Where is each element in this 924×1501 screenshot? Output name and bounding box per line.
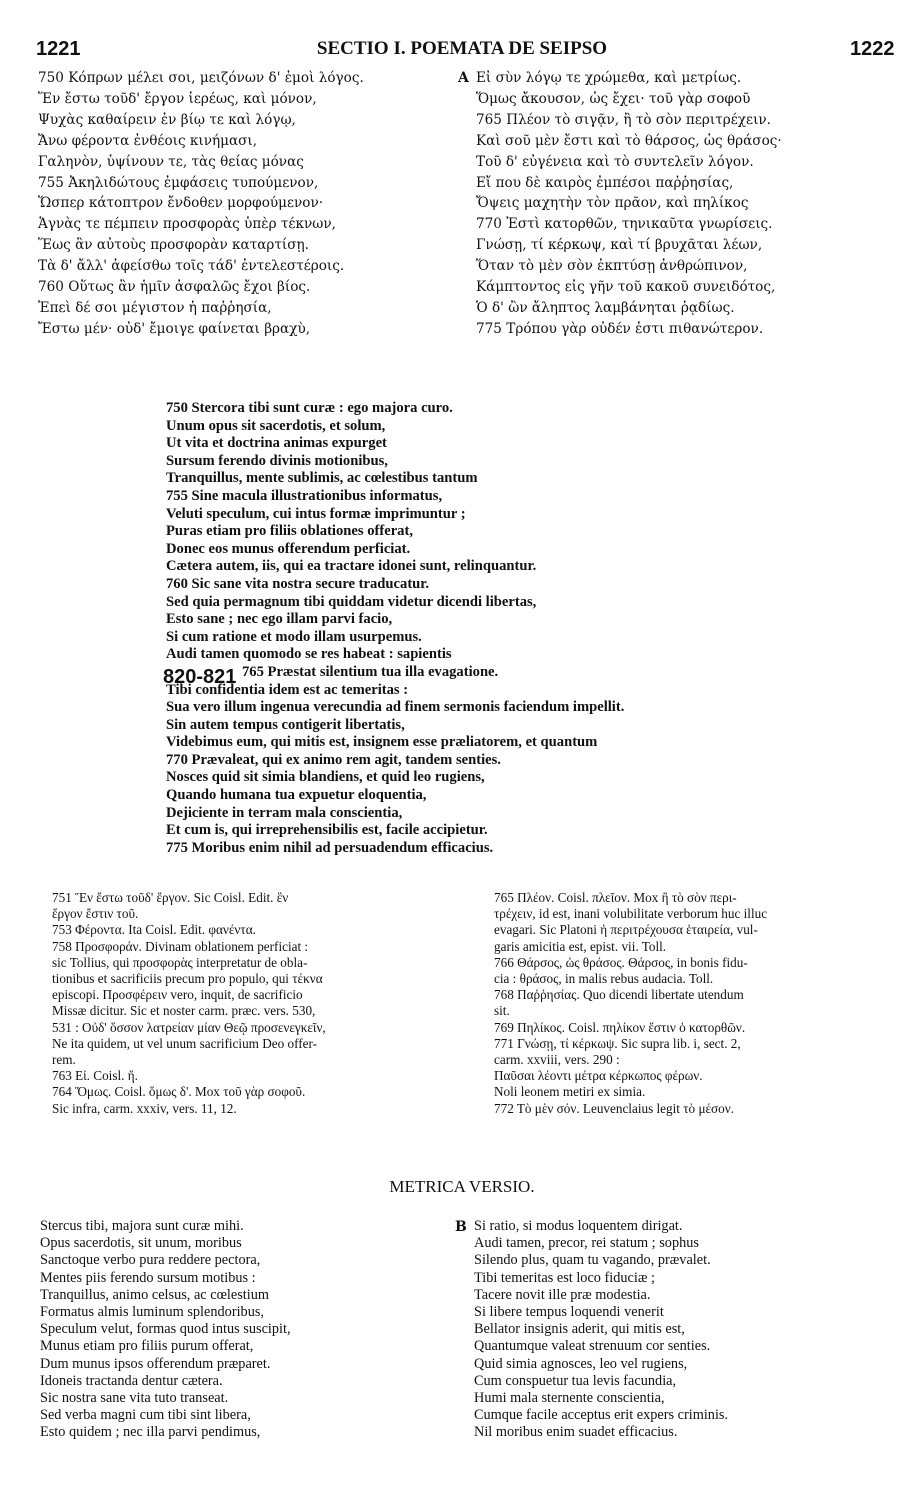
greek-verse-line: Ἐπεὶ δέ σοι μέγιστον ἡ παῤῥησία,: [38, 299, 272, 316]
latin-verse-line: Videbimus eum, qui mitis est, insignem esse præliatorem, et quantum: [166, 734, 598, 751]
metrica-verse-line: Humi mala sternente conscientia,: [474, 1390, 665, 1407]
note-line: Missæ dicitur. Sic et noster carm. præc. vers. 530,: [52, 1003, 316, 1019]
greek-verse-line: Ψυχὰς καθαίρειν ἐν βίῳ τε καὶ λόγῳ,: [38, 111, 296, 128]
greek-verse-line: Εἴ που δὲ καιρὸς ἐμπέσοι παῤῥησίας,: [476, 174, 734, 191]
greek-verse-line: 755 Ἀκηλιδώτους ἐμφάσεις τυπούμενον,: [38, 174, 319, 191]
latin-verse-line: Donec eos munus offerendum perficiat.: [166, 540, 411, 557]
latin-verse-line: 750 Stercora tibi sunt curæ : ego majora curo.: [166, 400, 453, 416]
metrica-column-left: [40, 1218, 291, 1442]
greek-verse-line: Ὅταν τὸ μὲν σὸν ἐκπτύσῃ ἀνθρώπινον,: [476, 258, 748, 275]
metrica-verse-line: Sanctoque verbo pura reddere pectora,: [40, 1252, 261, 1269]
metrica-verse-line: Si libere tempus loquendi venerit: [474, 1304, 664, 1321]
notes-column-right: [494, 890, 767, 1117]
note-line: carm. xxviii, vers. 290 :: [494, 1052, 620, 1068]
note-line: 765 Πλέον. Coisl. πλεῖον. Mox ἢ τὸ σὸν περι-: [494, 890, 737, 905]
latin-verse-line: Ut vita et doctrina animas expurget: [166, 435, 387, 452]
note-line: 769 Πηλίκος. Coisl. πηλίκον ἔστιν ὁ κατορθῶν.: [494, 1019, 746, 1035]
metrica-verse-line: Tibi temeritas est loco fiduciæ ;: [474, 1269, 655, 1286]
greek-column-left: [38, 68, 364, 340]
metrica-verse-line: Silendo plus, quam tu vagando, prævalet.: [474, 1252, 711, 1269]
note-line: sit.: [494, 1003, 510, 1019]
greek-verse-line: 765 Πλέον τὸ σιγᾷν, ἢ τὸ σὸν περιτρέχειν.: [476, 111, 771, 128]
metrica-verse-line: Idoneis tractanda dentur cætera.: [40, 1372, 223, 1389]
column-number-left: 1221: [36, 38, 81, 60]
note-line: 763 Εἰ. Coisl. ἤ.: [52, 1068, 138, 1084]
greek-verse-line: Ἁγνὰς τε πέμπειν προσφορὰς ὑπὲρ τέκνων,: [38, 216, 336, 233]
note-line: episcopi. Προσφέρειν vero, inquit, de sacrificio: [52, 987, 303, 1003]
note-line: τρέχειν, id est, inani volubilitate verborum huc illuc: [494, 906, 768, 922]
latin-verse-line: Sed quia permagnum tibi quiddam videtur dicendi libertas,: [166, 593, 537, 610]
metrica-verse-line: Esto quidem ; nec illa parvi pendimus,: [40, 1424, 261, 1441]
latin-verse-line: 765 Præstat silentium tua illa evagatione.: [242, 663, 499, 680]
page-title: SECTIO I. POEMATA DE SEIPSO: [316, 38, 608, 59]
note-line: 764 Ὅμως. Coisl. ὅμως δ'. Mox τοῦ γὰρ σοφοῦ.: [52, 1084, 306, 1100]
greek-verse-line: Ὄψεις μαχητὴν τὸν πρᾶον, καὶ πηλίκος: [476, 195, 749, 212]
greek-verse-line: Τὰ δ' ἄλλ' ἀφείσθω τοῖς τάδ' ἐντελεστέροις.: [38, 258, 345, 275]
latin-verse-line: Audi tamen quomodo se res habeat : sapientis: [166, 646, 452, 663]
note-line: 772 Τὸ μὲν σόν. Leuvenclaius legit τὸ μέσον.: [494, 1100, 735, 1116]
greek-verse-line: 760 Οὕτως ἂν ἡμῖν ἀσφαλῶς ἔχοι βίος.: [38, 279, 311, 296]
latin-verse-line: Quando humana tua expuetur eloquentia,: [166, 787, 427, 804]
latin-verse-line: Veluti speculum, cui intus formæ imprimuntur ;: [166, 505, 466, 522]
latin-verse-line: 775 Moribus enim nihil ad persuadendum efficacius.: [166, 839, 494, 856]
margin-marker-b: B: [455, 1219, 467, 1235]
metrica-verse-line: Sic nostra sane vita tuto transeat.: [40, 1390, 229, 1407]
latin-verse-line: Unum opus sit sacerdotis, et solum,: [166, 417, 386, 434]
note-line: Παῦσαι λέοντι μέτρα κέρκωπος φέρων.: [494, 1068, 703, 1084]
greek-verse-line: Γαληνὸν, ὑψίνουν τε, τὰς θείας μόνας: [38, 153, 304, 170]
greek-verse-line: Κάμπτοντος εἰς γῆν τοῦ κακοῦ συνειδότος,: [476, 279, 776, 296]
latin-verse-line: Dejiciente in terram mala conscientia,: [166, 804, 403, 821]
metrica-verse-line: Munus etiam pro filiis purum offerat,: [40, 1338, 254, 1355]
metrica-verse-line: Stercus tibi, majora sunt curæ mihi.: [40, 1218, 244, 1234]
metrica-verse-line: Opus sacerdotis, sit unum, moribus: [40, 1235, 242, 1252]
note-line: 771 Γνώσῃ, τί κέρκωψ. Sic supra lib. i, sect. 2,: [494, 1035, 741, 1051]
latin-verse-line: Tranquillus, mente sublimis, ac cœlestibus tantum: [166, 470, 478, 487]
metrica-title: METRICA VERSIO.: [389, 1177, 535, 1196]
note-line: Noli leonem metiri ex simia.: [494, 1084, 646, 1100]
metrica-verse-line: Quantumque valeat strenuum cor senties.: [474, 1338, 711, 1355]
latin-verse-line: 760 Sic sane vita nostra secure traducatur.: [166, 575, 430, 592]
latin-verse-line: Nosces quid sit simia blandiens, et quid leo rugiens,: [166, 769, 485, 786]
metrica-verse-line: Sed verba magni cum tibi sint libera,: [40, 1407, 251, 1424]
latin-verse-line: 770 Prævaleat, qui ex animo rem agit, tandem senties.: [166, 751, 501, 768]
note-line: ἔργον ἔστιν τοῦ.: [52, 906, 139, 922]
latin-verse-line: 755 Sine macula illustrationibus informatus,: [166, 487, 443, 504]
metrica-verse-line: Speculum velut, formas quod intus suscipit,: [40, 1321, 291, 1338]
note-line: rem.: [52, 1052, 76, 1068]
note-line: 753 Φέροντα. Ita Coisl. Edit. φανέντα.: [52, 922, 256, 938]
metrica-verse-line: Dum munus ipsos offerendum præparet.: [40, 1355, 271, 1372]
margin-marker-a: A: [458, 70, 469, 86]
latin-verse-line: Esto sane ; nec ego illam parvi facio,: [166, 611, 393, 628]
column-number-right: 1222: [850, 38, 895, 60]
latin-verse-line: Puras etiam pro filiis oblationes offerat,: [166, 523, 413, 540]
metrica-verse-line: Tacere novit ille præ modestia.: [474, 1286, 651, 1303]
greek-verse-line: Ἄνω φέροντα ἐνθέοις κινήμασι,: [38, 132, 258, 149]
note-line: 531 : Οὐδ' ὅσσον λατρείαν μίαν Θεῷ προσενεγκεῖν,: [52, 1019, 326, 1035]
metrica-verse-line: Nil moribus enim suadet efficacius.: [474, 1424, 678, 1441]
latin-translation: [166, 400, 624, 857]
greek-verse-line: Ἔστω μέν· οὐδ' ἔμοιγε φαίνεται βραχὺ,: [38, 320, 311, 337]
greek-verse-line: Ἕως ἂν αὐτοὺς προσφορὰν καταρτίσῃ.: [38, 237, 310, 254]
greek-verse-line: 770 Ἐστὶ κατορθῶν, τηνικαῦτα γνωρίσεις.: [476, 216, 773, 233]
metrica-column-right: [474, 1218, 728, 1442]
latin-verse-line: Tibi confidentia idem est ac temeritas :: [166, 681, 409, 698]
greek-verse-line: Ὅμως ἄκουσον, ὡς ἔχει· τοῦ γὰρ σοφοῦ: [476, 90, 751, 107]
metrica-verse-line: Bellator insignis aderit, qui mitis est,: [474, 1321, 685, 1338]
latin-verse-line: Si cum ratione et modo illam usurpemus.: [166, 628, 422, 645]
latin-verse-line: Sin autem tempus contigerit libertatis,: [166, 716, 405, 733]
migne-column-reference: 820-821: [163, 666, 237, 688]
greek-verse-line: Ὥσπερ κάτοπτρον ἔνδοθεν μορφούμενον·: [38, 195, 324, 212]
metrica-verse-line: Cum conspuetur tua levis facundia,: [474, 1372, 677, 1389]
metrica-verse-line: Tranquillus, animo celsus, ac cœlestium: [40, 1286, 269, 1303]
metrica-verse-line: Formatus almis luminum splendoribus,: [40, 1304, 264, 1321]
notes-column-left: [52, 890, 326, 1117]
note-line: 768 Παῤῥησίας. Quo dicendi libertate utendum: [494, 987, 744, 1003]
latin-verse-line: Cætera autem, iis, qui ea tractare idonei sunt, relinquantur.: [166, 558, 537, 575]
greek-verse-line: Εἰ σὺν λόγῳ τε χρώμεθα, καὶ μετρίως.: [476, 70, 742, 86]
metrica-verse-line: Audi tamen, precor, rei statum ; sophus: [474, 1235, 699, 1252]
note-line: 758 Προσφοράν. Divinam oblationem perficiat :: [52, 938, 309, 954]
metrica-verse-line: Quid simia agnosces, leo vel rugiens,: [474, 1355, 688, 1372]
note-line: evagari. Sic Platoni ἡ περιτρέχουσα ἑταιρεία, vul-: [494, 922, 758, 938]
greek-verse-line: 775 Τρόπου γὰρ οὐδέν ἐστι πιθανώτερον.: [476, 320, 764, 337]
note-line: Ne ita quidem, ut vel unum sacrificium Deo offer-: [52, 1035, 317, 1051]
note-line: garis amicitia est, epist. vii. Toll.: [494, 938, 667, 954]
greek-column-right: [476, 68, 782, 340]
greek-verse-line: 750 Κόπρων μέλει σοι, μειζόνων δ' ἐμοὶ λόγος.: [38, 70, 364, 86]
greek-verse-line: Τοῦ δ' εὐγένεια καὶ τὸ συντελεῖν λόγον.: [476, 153, 754, 170]
latin-verse-line: Et cum is, qui irreprehensibilis est, facile accipietur.: [166, 822, 488, 839]
metrica-verse-line: Si ratio, si modus loquentem dirigat.: [474, 1218, 683, 1234]
note-line: 766 Θάρσος, ὡς θράσος. Θάρσος, in bonis fidu-: [494, 954, 748, 970]
metrica-verse-line: Mentes piis ferendo sursum motibus :: [40, 1269, 256, 1286]
note-line: tionibus et sacrificiis precum pro populo, qui τέκνα: [52, 971, 323, 987]
note-line: cia : θράσος, in malis rebus audacia. Toll.: [494, 971, 714, 987]
note-line: sic Tollius, qui προσφορὰς interpretatur de obla-: [52, 954, 308, 970]
latin-verse-line: Sursum ferendo divinis motionibus,: [166, 452, 388, 469]
latin-verse-line: Sua vero illum ingenua verecundia ad finem sermonis faciendum impellit.: [166, 699, 625, 716]
note-line: 751 Ἕν ἔστω τοῦδ' ἔργον. Sic Coisl. Edit. ἓν: [52, 890, 289, 905]
metrica-verse-line: Cumque facile acceptus erit expers criminis.: [474, 1407, 729, 1424]
greek-verse-line: Καὶ σοῦ μὲν ἔστι καὶ τὸ θάρσος, ὡς θράσος·: [476, 132, 782, 149]
greek-verse-line: Ἕν ἔστω τοῦδ' ἔργον ἱερέως, καὶ μόνον,: [38, 90, 317, 107]
greek-verse-line: Ὁ δ' ὢν ἄληπτος λαμβάνηται ῥᾳδίως.: [476, 299, 735, 316]
note-line: Sic infra, carm. xxxiv, vers. 11, 12.: [52, 1100, 237, 1116]
greek-verse-line: Γνώσῃ, τί κέρκωψ, καὶ τί βρυχᾶται λέων,: [476, 237, 763, 254]
